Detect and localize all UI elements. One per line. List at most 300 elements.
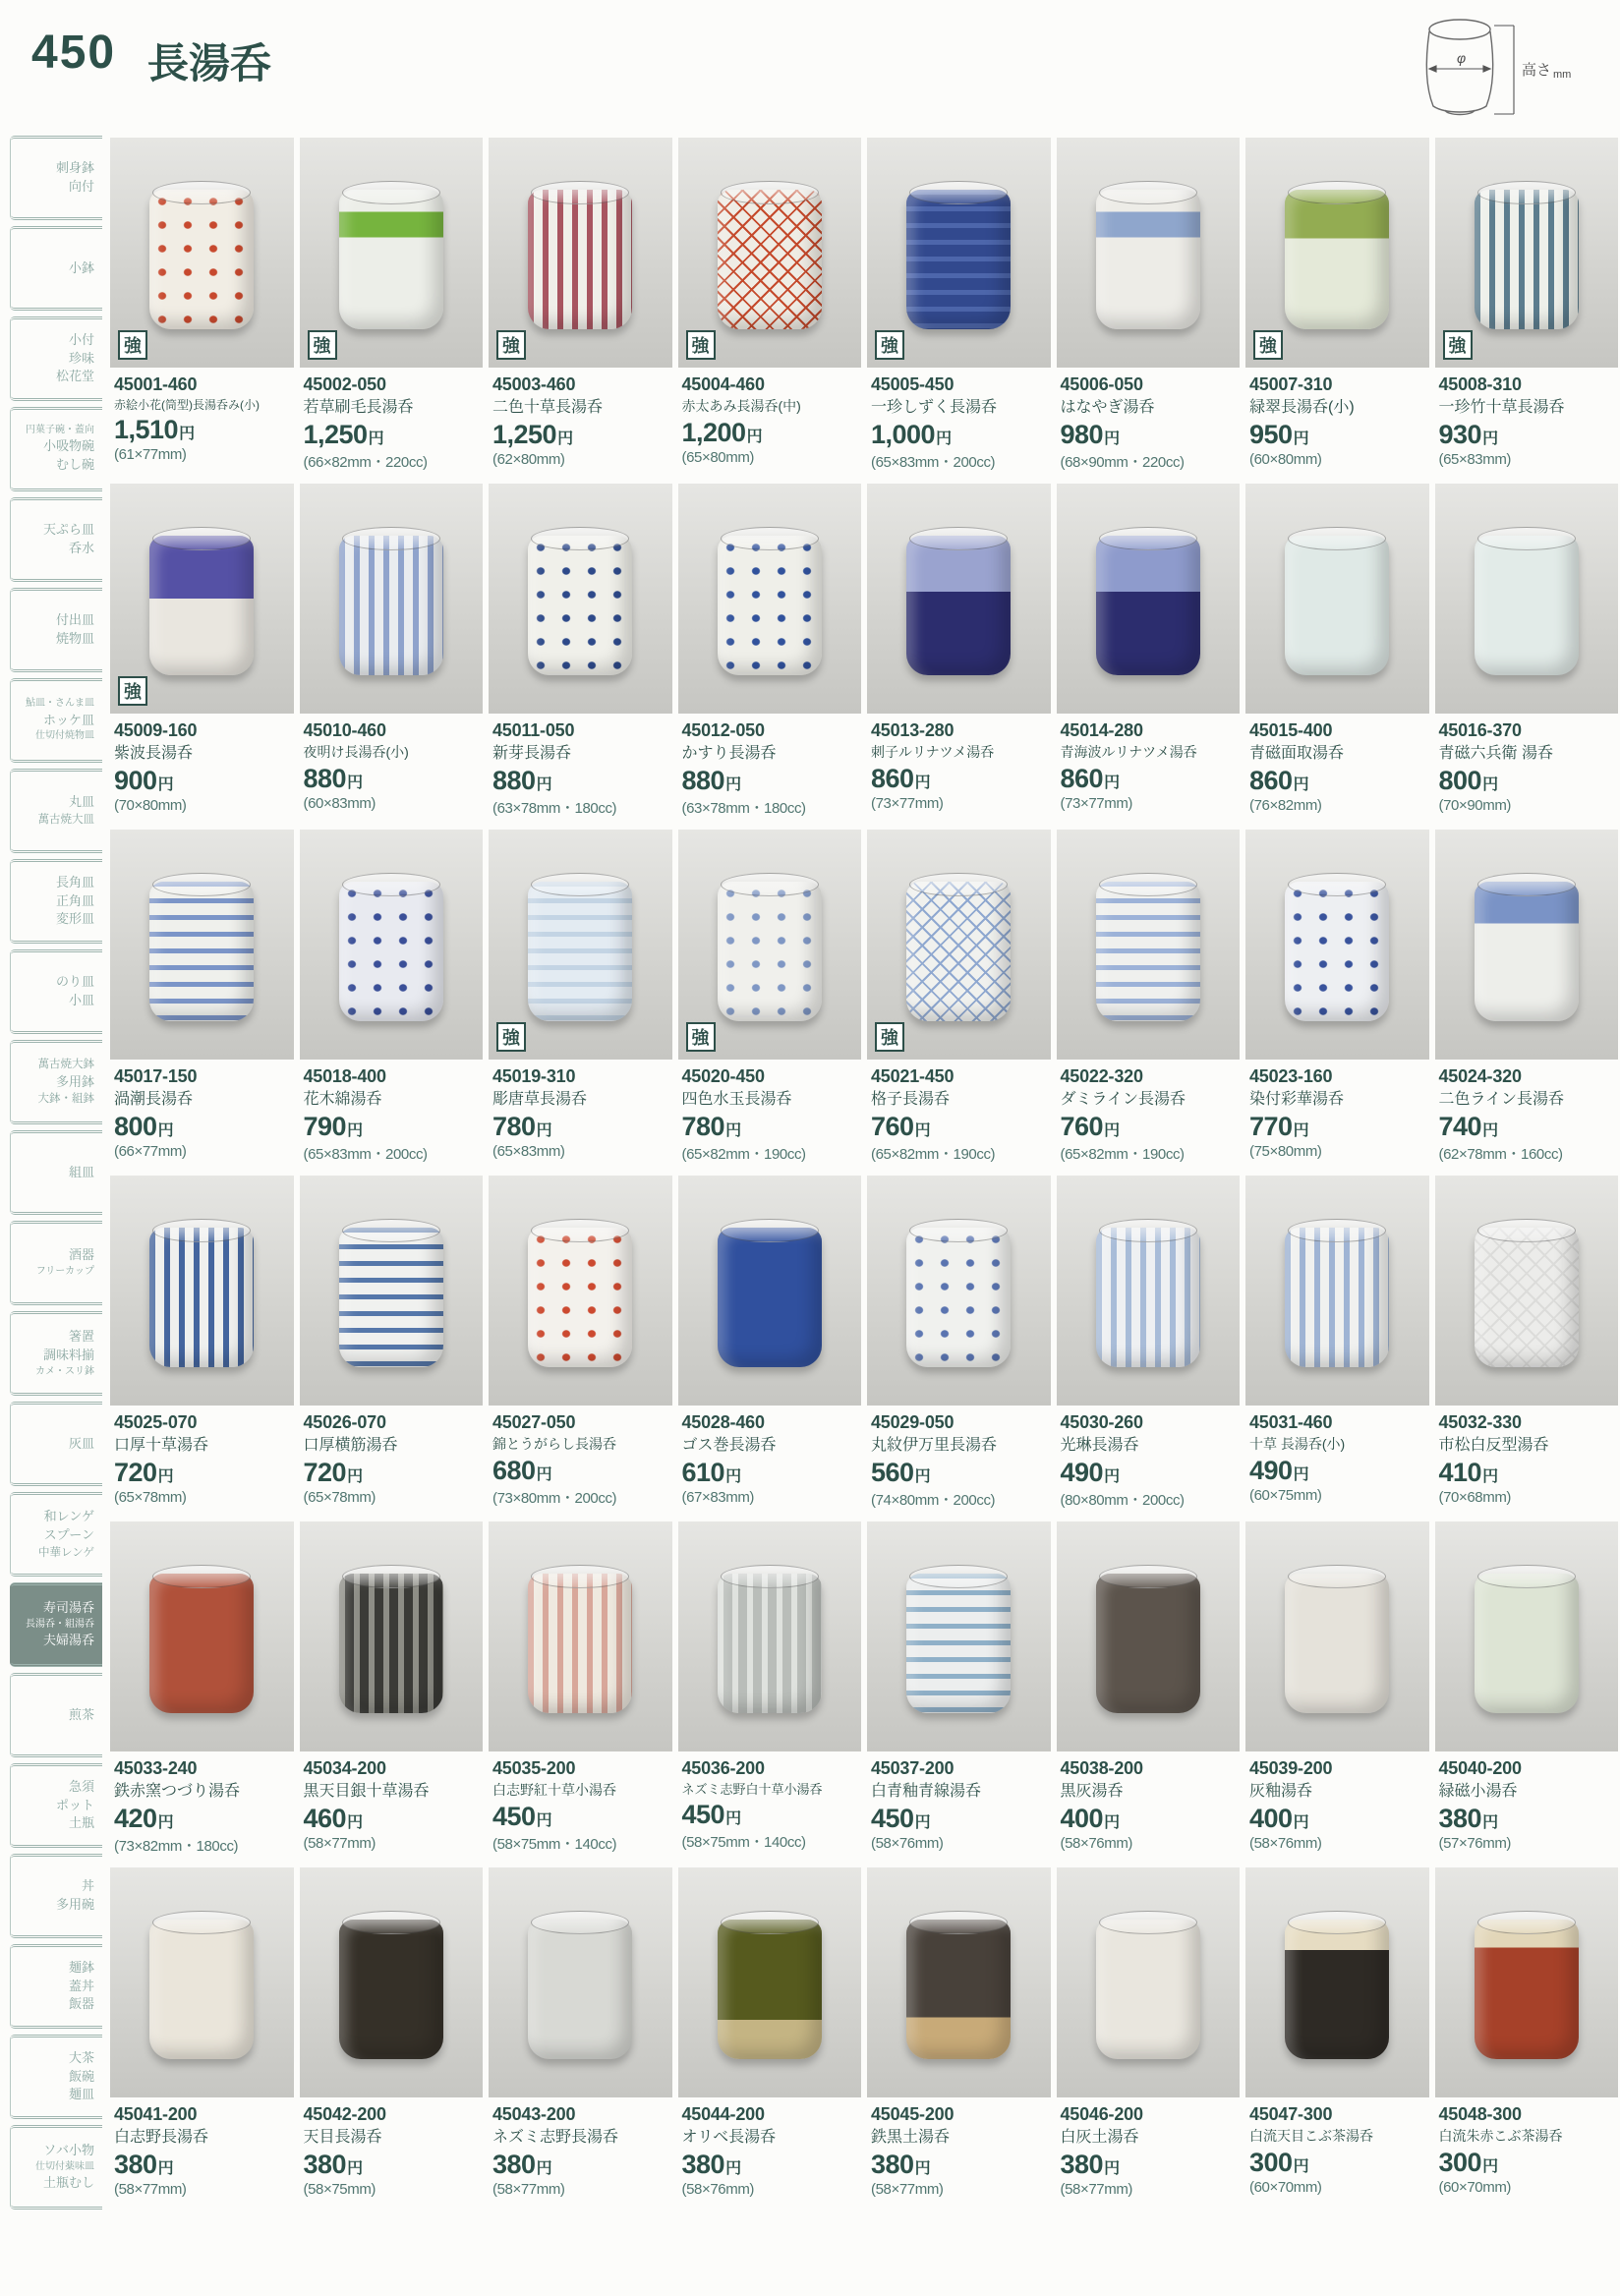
product-card	[300, 1521, 484, 1856]
sidebar-category-label: 松花堂	[55, 369, 94, 384]
product-code: 45031-460	[1249, 1412, 1333, 1432]
product-price	[1061, 1112, 1239, 1142]
teacup-rim	[909, 527, 1008, 550]
product-caption	[1245, 1751, 1429, 1852]
product-code: 45003-460	[492, 374, 576, 394]
teacup-rim	[909, 1219, 1008, 1242]
product-card	[110, 1521, 294, 1856]
sidebar-category-label: むし碗	[55, 457, 94, 473]
product-card	[1435, 830, 1619, 1164]
sidebar-category-label: 麺皿	[68, 2087, 94, 2102]
teacup-rim	[342, 181, 440, 204]
teacup-image	[149, 536, 254, 675]
product-card	[300, 138, 484, 472]
teacup-image	[339, 1574, 443, 1713]
product-photo	[110, 1521, 294, 1751]
product-photo	[110, 830, 294, 1060]
product-dimensions: (73×77mm)	[1060, 794, 1133, 812]
teacup-rim	[531, 873, 629, 896]
product-name: 一珍しずく長湯呑	[871, 399, 998, 416]
sidebar-category-label: 正角皿	[55, 892, 94, 908]
teacup-image	[1096, 1574, 1200, 1713]
cup-dimension-diagram	[1368, 12, 1602, 122]
price-unit: 円	[914, 1468, 931, 1485]
teacup-rim	[909, 181, 1008, 204]
product-code: 45026-070	[303, 1412, 386, 1432]
product-dimensions: (65×80mm)	[681, 448, 755, 466]
teacup-image	[906, 1920, 1011, 2059]
sidebar-category-label: 大鉢・組鉢	[37, 1093, 94, 1106]
product-code: 45015-400	[1249, 720, 1333, 740]
product-dimensions: (60×80mm)	[1249, 451, 1322, 468]
product-dimensions: (58×75mm)	[303, 2181, 376, 2198]
product-photo	[1435, 484, 1619, 714]
product-photo	[1057, 830, 1241, 1060]
product-name: 花木綿湯呑	[303, 1091, 382, 1108]
sidebar-category-tab[interactable]	[10, 407, 102, 491]
product-caption	[1245, 1406, 1429, 1504]
product-dimensions: (58×77mm)	[114, 2181, 187, 2198]
sidebar-category-label: のり皿	[55, 974, 94, 990]
teacup-image	[1096, 1920, 1200, 2059]
sidebar-category-tab[interactable]	[10, 1763, 102, 1848]
price-amount: 880	[681, 766, 725, 795]
product-card	[1245, 484, 1429, 818]
price-unit: 円	[536, 1811, 552, 1829]
product-photo	[300, 1521, 484, 1751]
teacup-image	[718, 882, 822, 1021]
teacup-rim	[721, 873, 819, 896]
product-name: 格子長湯呑	[871, 1091, 951, 1108]
sidebar-category-tab[interactable]	[10, 949, 102, 1034]
sidebar-category-tab[interactable]	[10, 1492, 102, 1577]
price-unit: 円	[536, 776, 552, 793]
product-name: 渦潮長湯呑	[114, 1091, 194, 1108]
teacup-rim	[721, 527, 819, 550]
teacup-image	[339, 1920, 443, 2059]
product-dimensions: (58×76mm)	[1060, 1835, 1133, 1852]
teacup-image	[528, 190, 632, 329]
teacup-image	[528, 1574, 632, 1713]
price-amount: 1,510	[114, 415, 179, 444]
product-code: 45006-050	[1060, 374, 1143, 394]
teacup-image	[1285, 1228, 1389, 1367]
teacup-rim	[1288, 1565, 1386, 1588]
price-unit: 円	[725, 2160, 742, 2177]
strong-badge: 強	[118, 676, 147, 706]
price-amount: 420	[114, 1804, 157, 1833]
height-label: 高さ	[1522, 62, 1552, 79]
sidebar-category-label: 萬古焼大鉢	[37, 1058, 94, 1070]
product-code: 45024-320	[1438, 1066, 1522, 1086]
product-photo	[300, 484, 484, 714]
product-name: 二色十草長湯呑	[492, 399, 604, 416]
strong-badge: 強	[1443, 330, 1473, 360]
teacup-rim	[342, 1911, 440, 1934]
product-dimensions: (63×78mm・180cc)	[492, 800, 617, 817]
sidebar-category-label: ポット	[55, 1797, 94, 1812]
product-code: 45029-050	[871, 1412, 955, 1432]
product-name: 白青釉青線湯呑	[871, 1783, 982, 1800]
teacup-image	[1285, 882, 1389, 1021]
product-caption	[678, 714, 862, 818]
page-title: 長湯呑	[147, 40, 272, 86]
product-card	[110, 1176, 294, 1510]
product-code: 45046-200	[1060, 2104, 1143, 2124]
sidebar-category-label: カメ・スリ鉢	[35, 1365, 94, 1377]
price-unit: 円	[157, 1814, 174, 1831]
product-dimensions: (73×77mm)	[871, 794, 944, 812]
teacup-image	[906, 1228, 1011, 1367]
sidebar-category-tab[interactable]	[10, 1582, 102, 1667]
product-caption	[867, 2097, 1051, 2198]
teacup-rim	[531, 181, 629, 204]
product-photo	[678, 830, 862, 1060]
product-card	[489, 1867, 672, 2198]
product-caption	[489, 714, 672, 818]
product-code: 45004-460	[681, 374, 765, 394]
price-amount: 1,250	[492, 420, 557, 449]
sidebar-category-label: 呑水	[68, 541, 94, 555]
product-card	[110, 1867, 294, 2198]
teacup-rim	[531, 1219, 629, 1242]
sidebar-category-label: 土瓶	[68, 1815, 94, 1831]
product-price	[1061, 764, 1239, 794]
teacup-image	[1096, 1228, 1200, 1367]
strong-badge: 強	[308, 330, 337, 360]
product-card	[867, 1176, 1051, 1510]
price-amount: 720	[114, 1458, 157, 1487]
product-card	[300, 1867, 484, 2198]
sidebar-category-tab[interactable]	[10, 136, 102, 220]
product-card	[110, 484, 294, 818]
price-unit: 円	[368, 430, 384, 447]
sidebar-category-label: 珍味	[68, 350, 94, 366]
product-dimensions: (58×77mm)	[871, 2181, 944, 2198]
sidebar-category-label: 大茶	[68, 2049, 94, 2065]
sidebar-category-label: ソバ小物	[43, 2142, 94, 2157]
product-price	[114, 1458, 292, 1488]
product-card	[489, 1176, 672, 1510]
teacup-rim	[531, 1565, 629, 1588]
price-amount: 300	[1438, 2147, 1482, 2177]
product-price	[114, 766, 292, 796]
price-amount: 560	[871, 1458, 914, 1487]
price-unit: 円	[1104, 1122, 1121, 1139]
price-amount: 380	[681, 2150, 725, 2179]
product-photo	[110, 1176, 294, 1406]
product-photo	[678, 138, 862, 368]
product-photo	[489, 830, 672, 1060]
teacup-rim	[1288, 527, 1386, 550]
product-code: 45038-200	[1060, 1758, 1143, 1778]
teacup-rim	[152, 181, 251, 204]
product-price	[682, 418, 860, 448]
sidebar-category-label: 付出皿	[55, 612, 94, 628]
product-code: 45014-280	[1060, 720, 1143, 740]
product-photo	[489, 1176, 672, 1406]
sidebar-category-tab[interactable]	[10, 1221, 102, 1305]
product-name: ゴス巻長湯呑	[681, 1437, 777, 1454]
product-photo	[489, 138, 672, 368]
product-name: かすり長湯呑	[681, 745, 777, 762]
product-caption	[300, 1406, 484, 1506]
price-amount: 770	[1249, 1112, 1293, 1141]
product-name: 白灰土湯呑	[1060, 2129, 1139, 2146]
product-card	[867, 1521, 1051, 1856]
product-dimensions: (70×68mm)	[1438, 1489, 1512, 1506]
price-unit: 円	[1482, 1468, 1499, 1485]
product-grid	[110, 138, 1618, 2198]
teacup-image	[718, 1574, 822, 1713]
strong-badge: 強	[875, 1022, 904, 1052]
teacup-rim	[342, 527, 440, 550]
teacup-rim	[152, 527, 251, 550]
teacup-image	[149, 1228, 254, 1367]
price-unit: 円	[1293, 1122, 1309, 1139]
product-photo	[867, 484, 1051, 714]
teacup-rim	[342, 1219, 440, 1242]
teacup-image	[718, 1920, 822, 2059]
price-amount: 800	[114, 1112, 157, 1141]
sidebar-category-tab[interactable]	[10, 859, 102, 944]
sidebar-category-label: 向付	[68, 179, 94, 194]
strong-badge: 強	[686, 1022, 716, 1052]
product-photo	[1245, 1176, 1429, 1406]
product-name: 刺子ルリナツメ湯呑	[871, 744, 995, 760]
product-name: 錦とうがらし長湯呑	[492, 1436, 616, 1452]
sidebar-category-tab[interactable]	[10, 678, 102, 763]
product-code: 45030-260	[1060, 1412, 1143, 1432]
teacup-rim	[1099, 873, 1197, 896]
sidebar-category-tab[interactable]	[10, 316, 102, 401]
product-card	[300, 830, 484, 1164]
price-unit: 円	[1482, 1122, 1499, 1139]
product-name: 鉄黒土湯呑	[871, 2129, 951, 2146]
product-price	[1249, 2148, 1427, 2178]
sidebar-category-tab[interactable]	[10, 2035, 102, 2119]
sidebar-category-tab[interactable]	[10, 769, 102, 853]
sidebar-category-tab[interactable]	[10, 1130, 102, 1215]
product-price	[304, 420, 482, 450]
product-dimensions: (63×78mm・180cc)	[681, 800, 806, 817]
product-price	[304, 1458, 482, 1488]
teacup-rim	[1288, 873, 1386, 896]
product-photo	[300, 1176, 484, 1406]
product-code: 45032-330	[1438, 1412, 1522, 1432]
sidebar-category-label: 焼物皿	[55, 631, 94, 646]
product-caption	[867, 368, 1051, 472]
product-photo	[867, 1867, 1051, 2097]
product-caption	[867, 1060, 1051, 1164]
product-name: 二色ライン長湯呑	[1438, 1091, 1565, 1108]
product-photo	[1245, 484, 1429, 714]
product-dimensions: (58×75mm・140cc)	[492, 1835, 617, 1853]
product-card	[867, 484, 1051, 818]
sidebar-category-tab[interactable]	[10, 1944, 102, 2029]
sidebar-category-tab[interactable]	[10, 2125, 102, 2210]
product-card	[110, 138, 294, 472]
teacup-image	[1285, 536, 1389, 675]
product-name: 白流天目こぶ茶湯呑	[1249, 2128, 1373, 2144]
product-photo	[867, 1521, 1051, 1751]
price-unit: 円	[536, 1122, 552, 1139]
price-amount: 800	[1438, 766, 1482, 795]
price-amount: 950	[1249, 420, 1293, 449]
product-caption	[110, 1751, 294, 1856]
product-price	[1061, 1458, 1239, 1488]
sidebar-category-label: 和レンゲ	[43, 1508, 94, 1523]
price-amount: 860	[1249, 766, 1293, 795]
price-amount: 760	[871, 1112, 914, 1141]
diameter-arrow	[1429, 66, 1490, 72]
price-amount: 380	[114, 2150, 157, 2179]
sidebar-category-tab[interactable]	[10, 1402, 102, 1486]
product-card	[1245, 1521, 1429, 1856]
price-amount: 380	[871, 2150, 914, 2179]
price-amount: 720	[303, 1458, 347, 1487]
price-unit: 円	[347, 1814, 364, 1831]
sidebar-category-label: 組皿	[68, 1164, 94, 1179]
teacup-image	[1475, 1574, 1579, 1713]
sidebar-category-label: 調味料揃	[42, 1347, 94, 1362]
product-dimensions: (75×80mm)	[1249, 1143, 1322, 1160]
sidebar-category-tab[interactable]	[10, 226, 102, 311]
teacup-image	[528, 536, 632, 675]
product-card	[489, 830, 672, 1164]
sidebar-category-tab[interactable]	[10, 1673, 102, 1757]
product-price	[1439, 420, 1617, 450]
product-caption	[1245, 368, 1429, 468]
product-price	[114, 415, 292, 445]
teacup-image	[718, 190, 822, 329]
sidebar-category-label: 急須	[68, 1778, 94, 1794]
teacup-image	[1096, 882, 1200, 1021]
product-card	[300, 484, 484, 818]
product-card	[110, 830, 294, 1164]
sidebar-category-label: 土瓶むし	[42, 2175, 94, 2191]
product-price	[492, 1456, 670, 1486]
sidebar-category-tab[interactable]	[10, 1311, 102, 1396]
teacup-image	[1285, 190, 1389, 329]
product-caption	[678, 1060, 862, 1164]
sidebar-category-label: 鮎皿・さんま皿	[26, 698, 94, 710]
product-price	[492, 766, 670, 796]
product-caption	[867, 714, 1051, 812]
product-name: 灰釉湯呑	[1249, 1783, 1313, 1800]
price-unit: 円	[347, 1468, 364, 1485]
sidebar-category-tab[interactable]	[10, 1040, 102, 1124]
teacup-rim	[721, 1911, 819, 1934]
product-price	[682, 766, 860, 796]
page-number: 450	[31, 27, 117, 79]
product-photo	[678, 1867, 862, 2097]
product-name: 口厚十草湯呑	[114, 1437, 209, 1454]
teacup-image	[1285, 1574, 1389, 1713]
product-code: 45041-200	[114, 2104, 198, 2124]
price-unit: 円	[347, 2160, 364, 2177]
product-photo	[1245, 138, 1429, 368]
sidebar-category-tab[interactable]	[10, 1854, 102, 1938]
sidebar-category-label: ホッケ皿	[42, 712, 94, 727]
price-unit: 円	[347, 1122, 364, 1139]
product-caption	[489, 2097, 672, 2198]
category-sidebar	[0, 136, 102, 2215]
product-dimensions: (67×83mm)	[681, 1489, 755, 1506]
product-card	[1057, 1867, 1241, 2198]
sidebar-category-tab[interactable]	[10, 497, 102, 582]
product-card	[1057, 1176, 1241, 1510]
product-photo	[110, 138, 294, 368]
product-photo	[678, 484, 862, 714]
product-dimensions: (65×78mm)	[303, 1489, 376, 1506]
product-name: 赤絵小花(筒型)長湯呑み(小)	[114, 398, 260, 412]
product-price	[1249, 1804, 1427, 1834]
product-caption	[110, 714, 294, 814]
product-photo	[678, 1521, 862, 1751]
sidebar-category-label: 小付	[68, 331, 94, 347]
product-code: 45019-310	[492, 1066, 576, 1086]
product-code: 45023-160	[1249, 1066, 1333, 1086]
sidebar-category-label: 多用鉢	[55, 1073, 94, 1089]
price-amount: 300	[1249, 2147, 1293, 2177]
product-dimensions: (65×83mm)	[1438, 451, 1512, 468]
product-price	[871, 2150, 1049, 2180]
sidebar-category-label: 中華レンゲ	[38, 1546, 94, 1559]
product-price	[1249, 766, 1427, 796]
teacup-rim	[152, 873, 251, 896]
product-caption	[1057, 1406, 1241, 1510]
product-caption	[867, 1751, 1051, 1852]
product-photo	[1435, 1176, 1619, 1406]
teacup-image	[149, 190, 254, 329]
product-caption	[300, 1751, 484, 1852]
price-unit: 円	[179, 426, 196, 442]
product-code: 45036-200	[681, 1758, 765, 1778]
product-dimensions: (60×70mm)	[1249, 2178, 1322, 2196]
price-unit: 円	[725, 776, 742, 793]
price-unit: 円	[1104, 430, 1121, 447]
product-price	[1439, 2148, 1617, 2178]
product-code: 45010-460	[303, 720, 386, 740]
product-photo	[300, 138, 484, 368]
sidebar-category-label: 変形皿	[55, 911, 94, 927]
sidebar-category-tab[interactable]	[10, 588, 102, 672]
product-caption	[678, 1751, 862, 1852]
price-amount: 1,000	[871, 420, 936, 449]
product-name: 白志野紅十草小湯呑	[492, 1782, 616, 1798]
product-dimensions: (66×82mm・220cc)	[303, 454, 428, 471]
product-caption	[1245, 714, 1429, 814]
product-code: 45035-200	[492, 1758, 576, 1778]
product-code: 45040-200	[1438, 1758, 1522, 1778]
product-card	[867, 830, 1051, 1164]
product-photo	[1057, 484, 1241, 714]
product-photo	[300, 830, 484, 1060]
product-name: 白志野長湯呑	[114, 2129, 209, 2146]
sidebar-category-label: 刺身鉢	[55, 160, 94, 176]
product-code: 45009-160	[114, 720, 198, 740]
product-caption	[300, 1060, 484, 1164]
product-dimensions: (80×80mm・200cc)	[1060, 1492, 1185, 1509]
product-dimensions: (60×75mm)	[1249, 1486, 1322, 1504]
price-unit: 円	[157, 1468, 174, 1485]
product-dimensions: (65×82mm・190cc)	[681, 1146, 806, 1163]
product-price	[114, 1804, 292, 1834]
product-price	[114, 2150, 292, 2180]
price-amount: 930	[1438, 420, 1482, 449]
sidebar-category-label: フリーカップ	[35, 1266, 94, 1278]
